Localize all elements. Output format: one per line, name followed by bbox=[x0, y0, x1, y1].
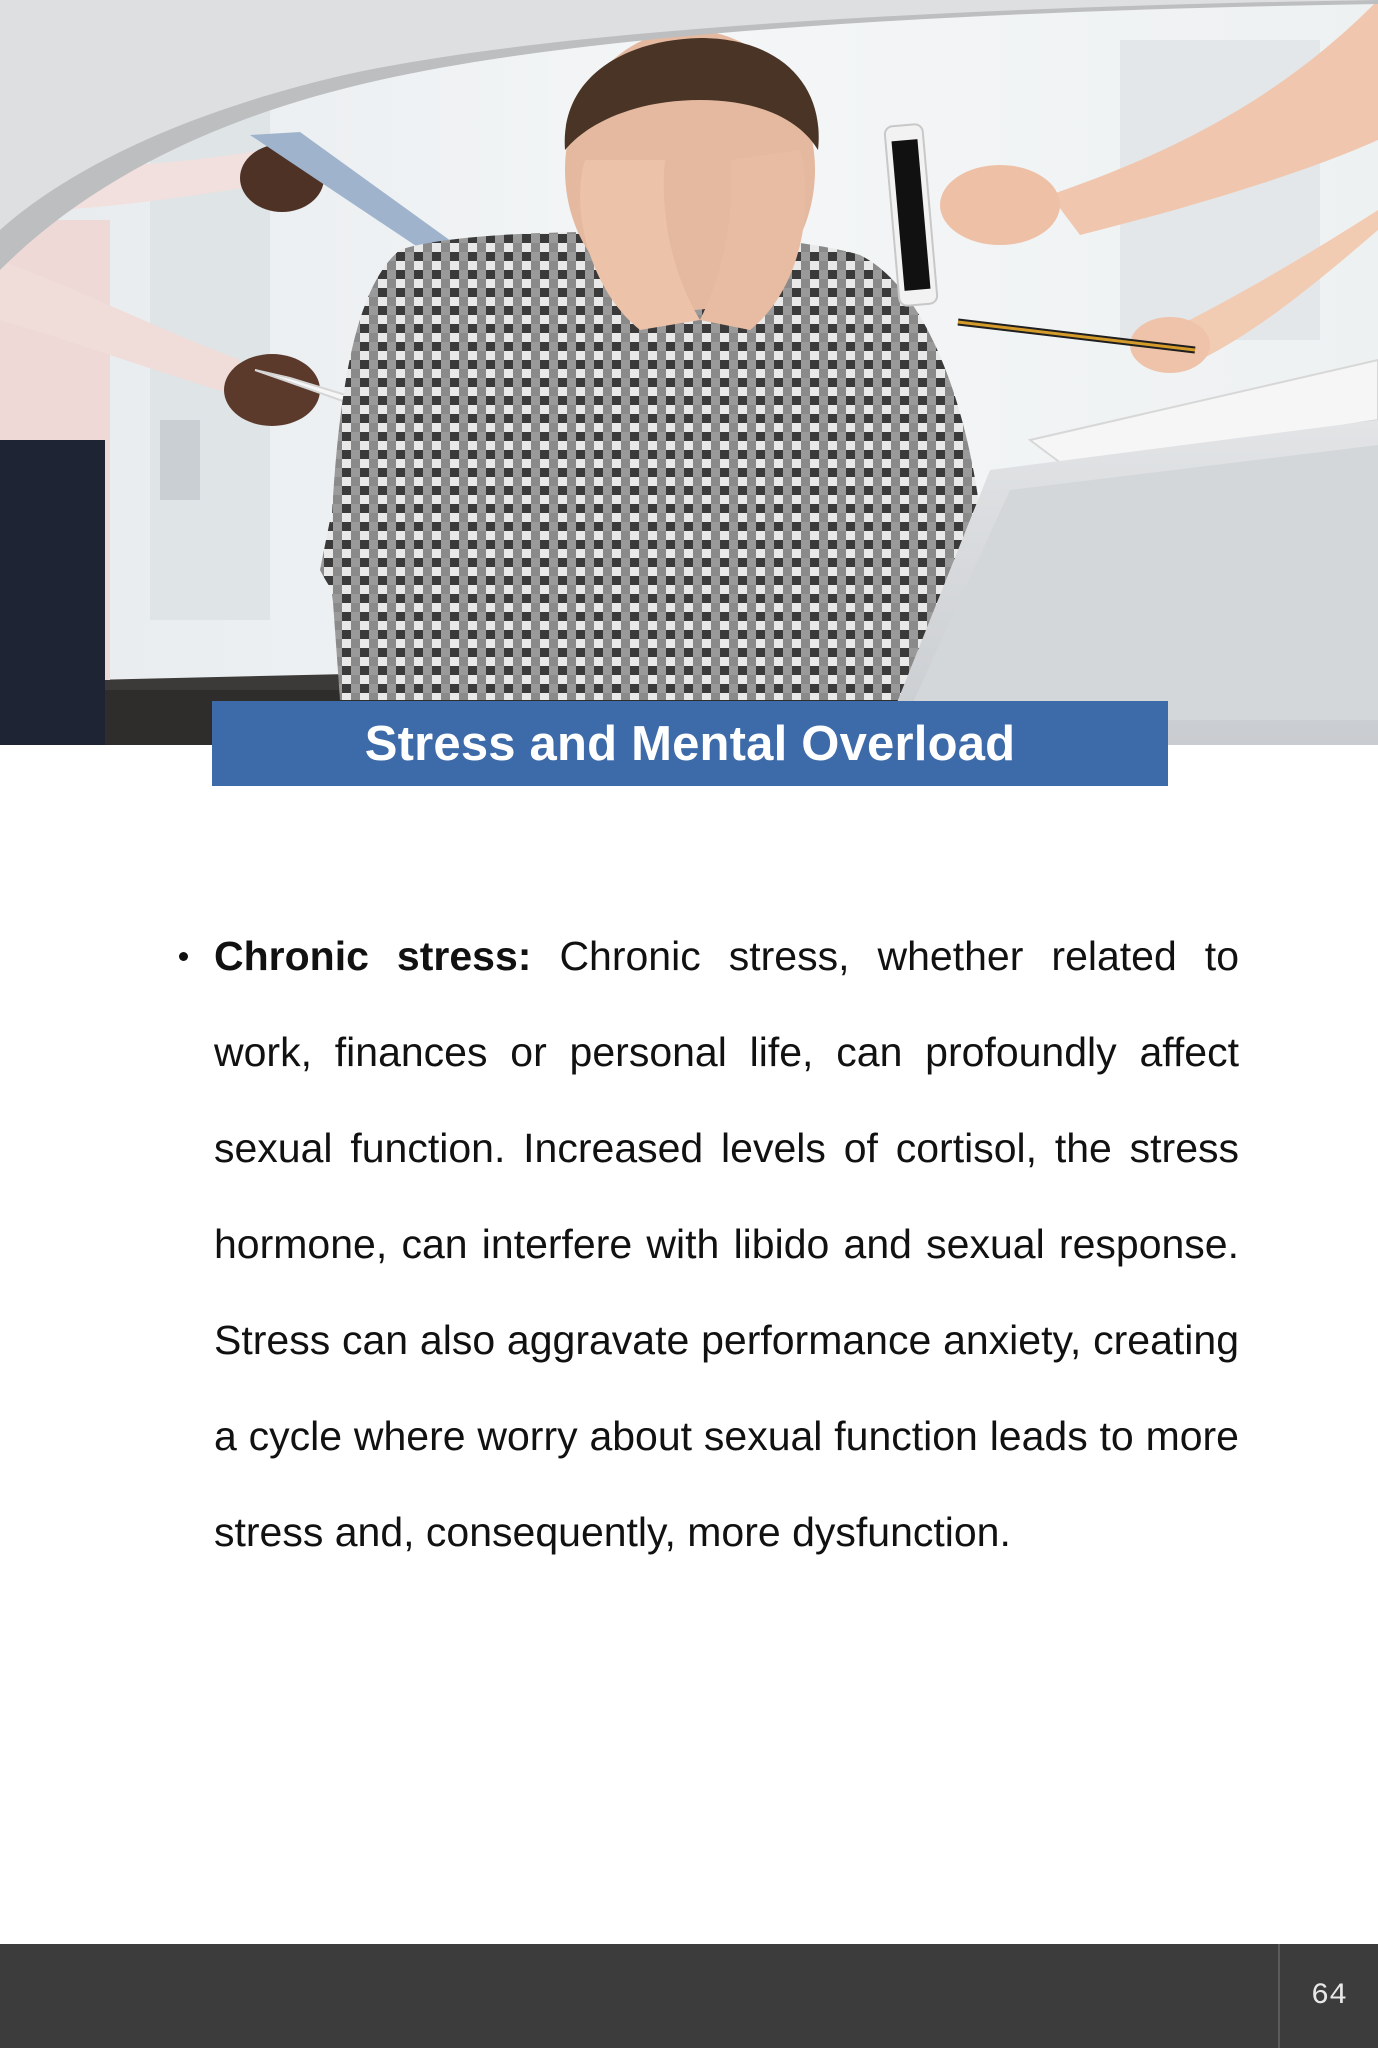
list-item bbox=[175, 908, 1239, 1580]
bullet-list bbox=[175, 908, 1239, 1580]
bullet-icon bbox=[179, 952, 188, 961]
page-number-box bbox=[1278, 1944, 1378, 2048]
bullet-term: Chronic stress: bbox=[214, 933, 532, 979]
hero-image bbox=[0, 0, 1378, 745]
page-title-banner bbox=[212, 701, 1168, 786]
bullet-text: Chronic stress, whether related to work, finances or personal life, can profoundly affect sexual function. Increased levels of cortisol, the stress hormone, can interfere with libido and sexual response. Stress can also aggravate performance anxiety, creating a cycle where worry about sexual function leads to more stress and, consequently, more dysfunction. bbox=[214, 933, 1239, 1555]
page-number: 64 bbox=[1310, 1979, 1347, 2013]
footer-bar bbox=[0, 1944, 1378, 2048]
page-title: Stress and Mental Overload bbox=[364, 716, 1016, 771]
